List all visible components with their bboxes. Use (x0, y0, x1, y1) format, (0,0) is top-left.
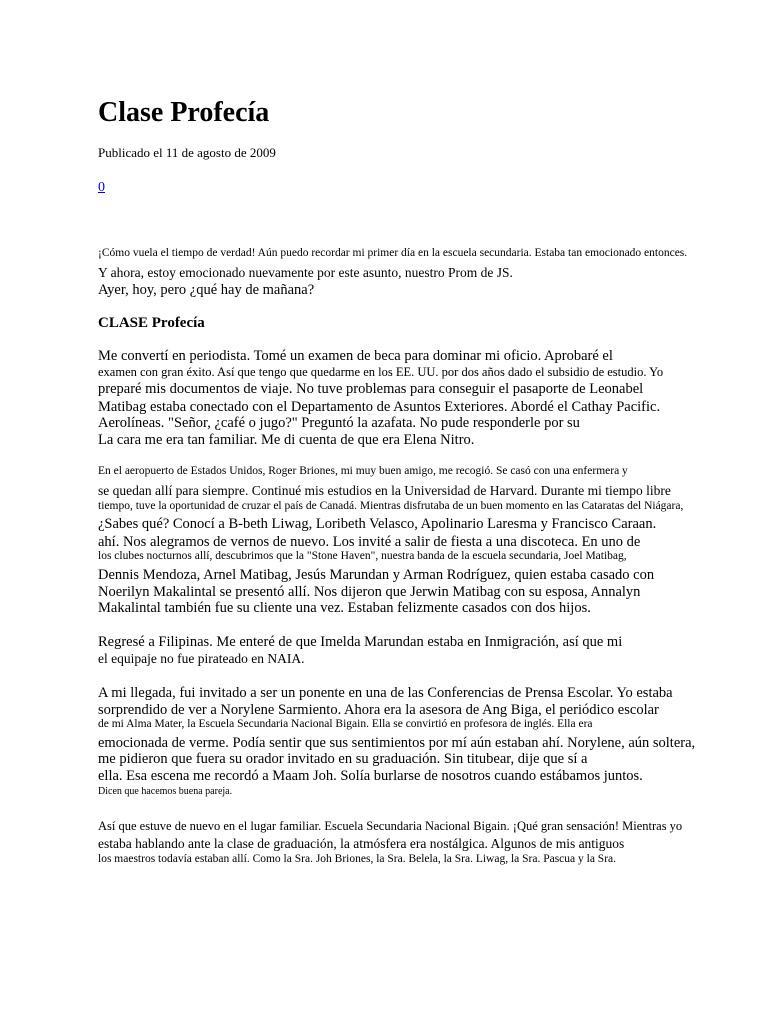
page-title: Clase Profecía (98, 97, 270, 128)
section-heading: CLASE Profecía (98, 315, 205, 331)
text-line: emocionada de verme. Podía sentir que sus sentimientos por mí aún estaban ahí. Norylene, aún soltera, (98, 735, 696, 751)
text-line: el equipaje no fue pirateado en NAIA. (98, 651, 305, 666)
text-line: En el aeropuerto de Estados Unidos, Roger Briones, mi muy buen amigo, me recogió. Se casó con una enfermera y (98, 465, 628, 477)
text-line: Me convertí en periodista. Tomé un examen de beca para dominar mi oficio. Aprobaré el (98, 348, 613, 364)
text-line: ¡Cómo vuela el tiempo de verdad! Aún puedo recordar mi primer día en la escuela secundaria. Estaba tan emocionado entonces. (98, 247, 688, 259)
text-line: ahí. Nos alegramos de vernos de nuevo. Los invité a salir de fiesta a una discoteca. En uno de (98, 534, 641, 550)
text-line: Regresé a Filipinas. Me enteré de que Imelda Marundan estaba en Inmigración, así que mi (98, 634, 623, 650)
text-line: A mi llegada, fui invitado a ser un ponente en una de las Conferencias de Prensa Escolar. Yo estaba (98, 685, 673, 701)
text-line: de mi Alma Mater, la Escuela Secundaria Nacional Bigain. Ella se convirtió en profesora de inglés. Ella era (98, 718, 593, 730)
text-line: examen con gran éxito. Así que tengo que quedarme en los EE. UU. por dos años dado el subsidio de estudio. Yo (98, 365, 664, 379)
text-line: estaba hablando ante la clase de graduación, la atmósfera era nostálgica. Algunos de mis antiguos (98, 836, 625, 851)
text-line: Dicen que hacemos buena pareja. (98, 786, 233, 797)
text-line: Ayer, hoy, pero ¿qué hay de mañana? (98, 282, 315, 298)
text-line: tiempo, tuve la oportunidad de cruzar el país de Canadá. Mientras disfrutaba de un buen momento en las Cataratas del Niágara, (98, 500, 684, 512)
text-line: los maestros todavía estaban allí. Como la Sra. Joh Briones, la Sra. Belela, la Sra. Liwag, la Sra. Pascua y la Sra. (98, 853, 617, 865)
text-line: Matibag estaba conectado con el Departamento de Asuntos Exteriores. Abordé el Cathay Pacific. (98, 399, 661, 415)
publish-date: Publicado el 11 de agosto de 2009 (98, 145, 276, 160)
text-line: ella. Esa escena me recordó a Maam Joh. Solía burlarse de nosotros cuando estábamos juntos. (98, 768, 643, 784)
text-line: se quedan allí para siempre. Continué mis estudios en la Universidad de Harvard. Durante mi tiempo libre (98, 483, 671, 498)
text-line: Dennis Mendoza, Arnel Matibag, Jesús Marundan y Arman Rodríguez, quien estaba casado con (98, 567, 655, 583)
text-line: La cara me era tan familiar. Me di cuenta de que era Elena Nitro. (98, 432, 475, 448)
comment-count-link[interactable]: 0 (98, 180, 105, 195)
text-line: Así que estuve de nuevo en el lugar familiar. Escuela Secundaria Nacional Bigain. ¡Qué gran sensación! Mientras yo (98, 819, 683, 833)
text-line: ¿Sabes qué? Conocí a B-beth Liwag, Loribeth Velasco, Apolinario Laresma y Francisco Caraan. (98, 516, 657, 532)
text-line: los clubes nocturnos allí, descubrimos que la "Stone Haven", nuestra banda de la escuela secundaria, Joel Matibag, (98, 550, 627, 562)
text-line: Aerolíneas. "Señor, ¿café o jugo?" Preguntó la azafata. No pude responderle por su (98, 415, 580, 431)
text-line: sorprendido de ver a Norylene Sarmiento. Ahora era la asesora de Ang Biga, el periódico escolar (98, 702, 659, 718)
text-line: preparé mis documentos de viaje. No tuve problemas para conseguir el pasaporte de Leonabel (98, 381, 644, 397)
text-line: Makalintal también fue su cliente una vez. Estaban felizmente casados con dos hijos. (98, 600, 591, 616)
text-line: Y ahora, estoy emocionado nuevamente por este asunto, nuestro Prom de JS. (98, 265, 513, 280)
text-line: me pidieron que fuera su orador invitado en su graduación. Sin titubear, dije que sí a (98, 751, 588, 767)
text-line: Noerilyn Makalintal se presentó allí. Nos dijeron que Jerwin Matibag con su esposa, Annalyn (98, 584, 641, 600)
